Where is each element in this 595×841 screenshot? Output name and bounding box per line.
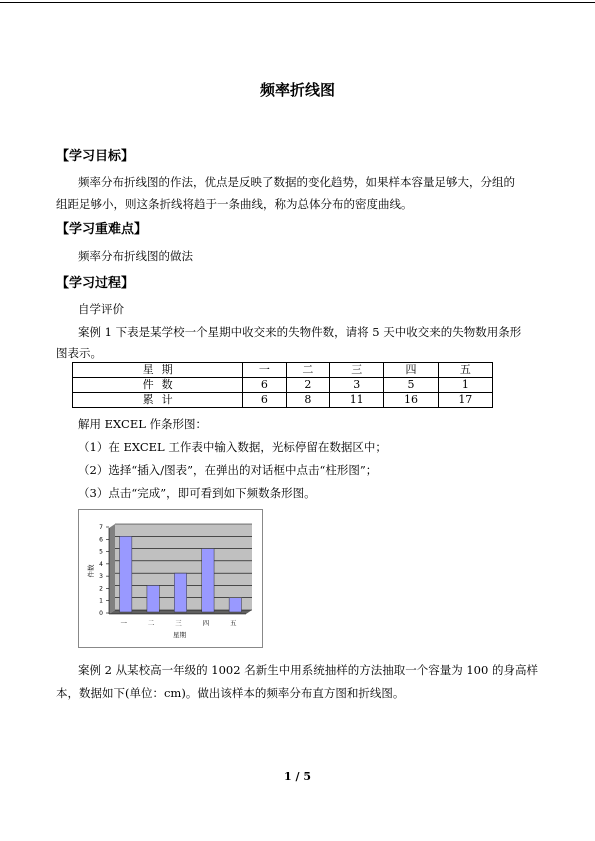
table-cell: 11 <box>330 393 384 408</box>
top-rule <box>0 2 595 3</box>
y-tick-label: 5 <box>99 548 103 556</box>
y-tick-label: 1 <box>99 597 103 605</box>
case1-line-2: 图表示。 <box>56 346 102 360</box>
table-cell: 5 <box>384 378 438 393</box>
bar <box>174 573 186 612</box>
y-tick-label: 2 <box>99 585 103 593</box>
bar-chart-svg <box>79 510 262 647</box>
table-header-cell: 四 <box>384 363 438 378</box>
y-tick-label: 6 <box>99 536 103 544</box>
table-cell: 6 <box>243 378 286 393</box>
section-goal-heading: 【学习目标】 <box>56 149 135 164</box>
case2-line-1: 案例 2 从某校高一年级的 1002 名新生中用系统抽样的方法抽取一个容量为 100 的身高样 <box>78 663 538 677</box>
lost-items-table <box>72 362 493 408</box>
excel-step-3: （3）点击“完成”，即可看到如下频数条形图。 <box>78 486 316 500</box>
y-axis-title: 件数 <box>87 564 95 578</box>
table-cell: 件数 <box>73 378 243 393</box>
excel-step-1: （1）在 EXCEL 工作表中输入数据，光标停留在数据区中； <box>78 440 387 454</box>
section-difficulty-heading: 【学习重难点】 <box>56 222 148 237</box>
table-header-cell: 三 <box>330 363 384 378</box>
table-cell: 2 <box>286 378 329 393</box>
table-cell: 1 <box>438 378 492 393</box>
table-cell: 累计 <box>73 393 243 408</box>
y-tick-label: 0 <box>99 610 103 617</box>
bar <box>229 598 241 612</box>
y-tick-label: 7 <box>99 524 103 531</box>
bar <box>202 549 214 612</box>
table-cell: 8 <box>286 393 329 408</box>
table-cell: 16 <box>384 393 438 408</box>
table-header-row <box>73 363 493 378</box>
table-header-cell: 一 <box>243 363 286 378</box>
table-cell: 17 <box>438 393 492 408</box>
table-row <box>73 393 493 408</box>
page-title: 频率折线图 <box>259 81 335 99</box>
section-process-heading: 【学习过程】 <box>56 276 135 291</box>
page-number: 1 / 5 <box>284 770 311 783</box>
bar-chart <box>78 509 263 648</box>
table-header-cell: 二 <box>286 363 329 378</box>
table-header-cell: 五 <box>438 363 492 378</box>
goal-line-2: 组距足够小，则这条折线将趋于一条曲线，称为总体分布的密度曲线。 <box>56 197 413 211</box>
y-tick-label: 4 <box>99 560 103 568</box>
table-cell: 3 <box>330 378 384 393</box>
x-tick-label: 四 <box>202 619 210 627</box>
x-tick-label: 二 <box>147 619 155 627</box>
table-row <box>73 378 493 393</box>
table-header-cell: 星期 <box>73 363 243 378</box>
table-cell: 6 <box>243 393 286 408</box>
plot-side-wall <box>109 524 115 614</box>
x-tick-label: 一 <box>120 619 127 627</box>
bar <box>120 536 132 612</box>
case2-line-2: 本，数据如下(单位：cm)。做出该样本的频率分布直方图和折线图。 <box>56 686 405 700</box>
x-tick-label: 三 <box>175 619 182 627</box>
excel-step-2: （2）选择“插入/图表”，在弹出的对话框中点击“柱形图”； <box>78 463 378 477</box>
goal-line-1: 频率分布折线图的作法，优点是反映了数据的变化趋势，如果样本容量足够大，分组的 <box>78 175 515 189</box>
self-eval-label: 自学评价 <box>78 302 124 316</box>
x-tick-label: 五 <box>230 619 237 627</box>
case1-line-1: 案例 1 下表是某学校一个星期中收交来的失物件数，请将 5 天中收交来的失物数用条形 <box>78 325 522 339</box>
bar <box>147 585 159 612</box>
y-tick-label: 3 <box>99 573 103 581</box>
excel-intro: 解用 EXCEL 作条形图： <box>78 417 208 431</box>
x-axis-title: 星期 <box>173 631 186 639</box>
difficulty-text: 频率分布折线图的做法 <box>78 249 193 263</box>
